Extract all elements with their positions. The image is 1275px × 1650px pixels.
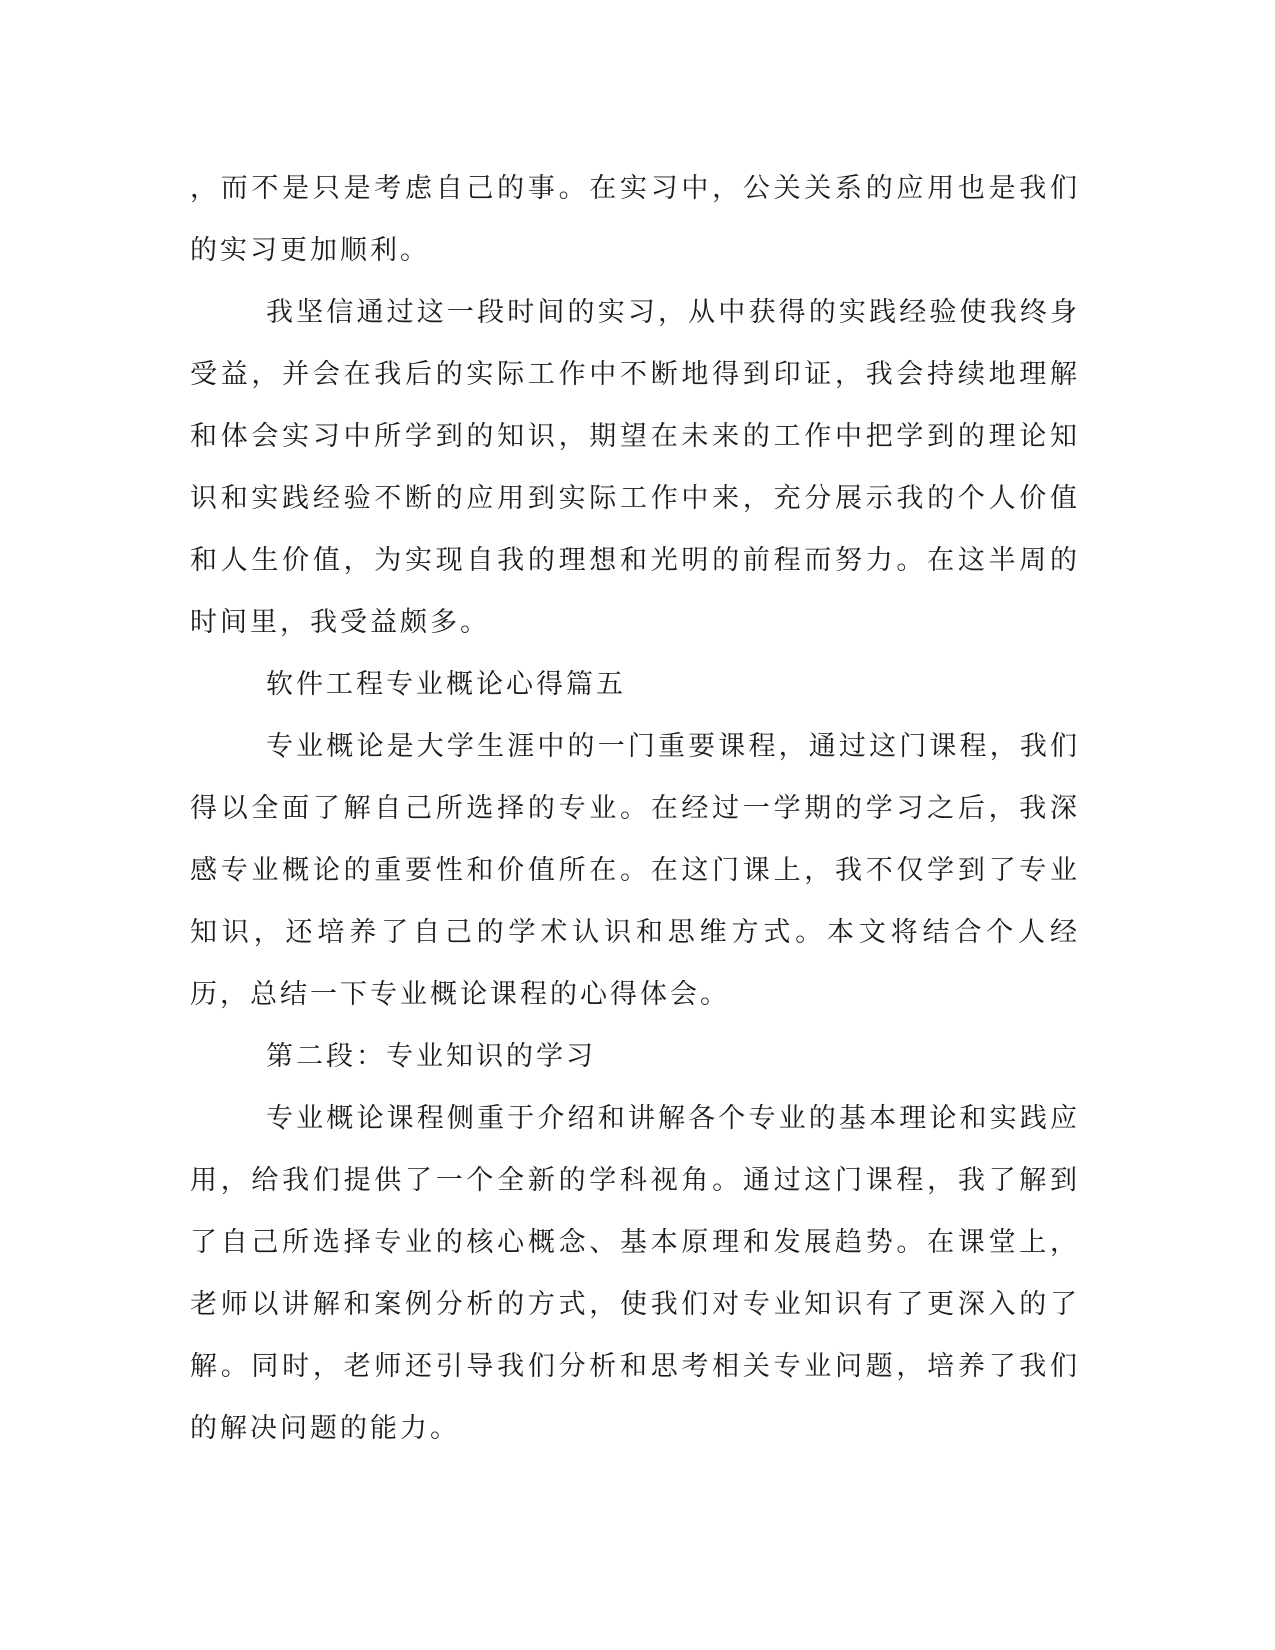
paragraph-1: ，而不是只是考虑自己的事。在实习中，公关关系的应用也是我们的实习更加顺利。 [190,173,1080,266]
section-heading-part-five: 软件工程专业概论心得篇五 [266,669,626,700]
paragraph-2: 我坚信通过这一段时间的实习，从中获得的实践经验使我终身受益，并会在我后的实际工作中不断地得到印证，我会持续地理解和体会实习中所学到的知识，期望在未来的工作中把学到的理论知识和实践经验不断的应用到实际工作中来，充分展示我的个人价值和人生价值，为实现自我的理想和光明的前程而努力。在这半周的时间里，我受益颇多。 [190,297,1080,638]
document-body [190,158,1080,1460]
paragraph-4: 专业概论课程侧重于介绍和讲解各个专业的基本理论和实践应用，给我们提供了一个全新的学科视角。通过这门课程，我了解到了自己所选择专业的核心概念、基本原理和发展趋势。在课堂上，老师以讲解和案例分析的方式，使我们对专业知识有了更深入的了解。同时，老师还引导我们分析和思考相关专业问题，培养了我们的解决问题的能力。 [190,1103,1080,1444]
paragraph-3: 专业概论是大学生涯中的一门重要课程，通过这门课程，我们得以全面了解自己所选择的专业。在经过一学期的学习之后，我深感专业概论的重要性和价值所在。在这门课上，我不仅学到了专业知识，还培养了自己的学术认识和思维方式。本文将结合个人经历，总结一下专业概论课程的心得体会。 [190,731,1080,1010]
section-heading-second-part: 第二段：专业知识的学习 [266,1041,596,1072]
